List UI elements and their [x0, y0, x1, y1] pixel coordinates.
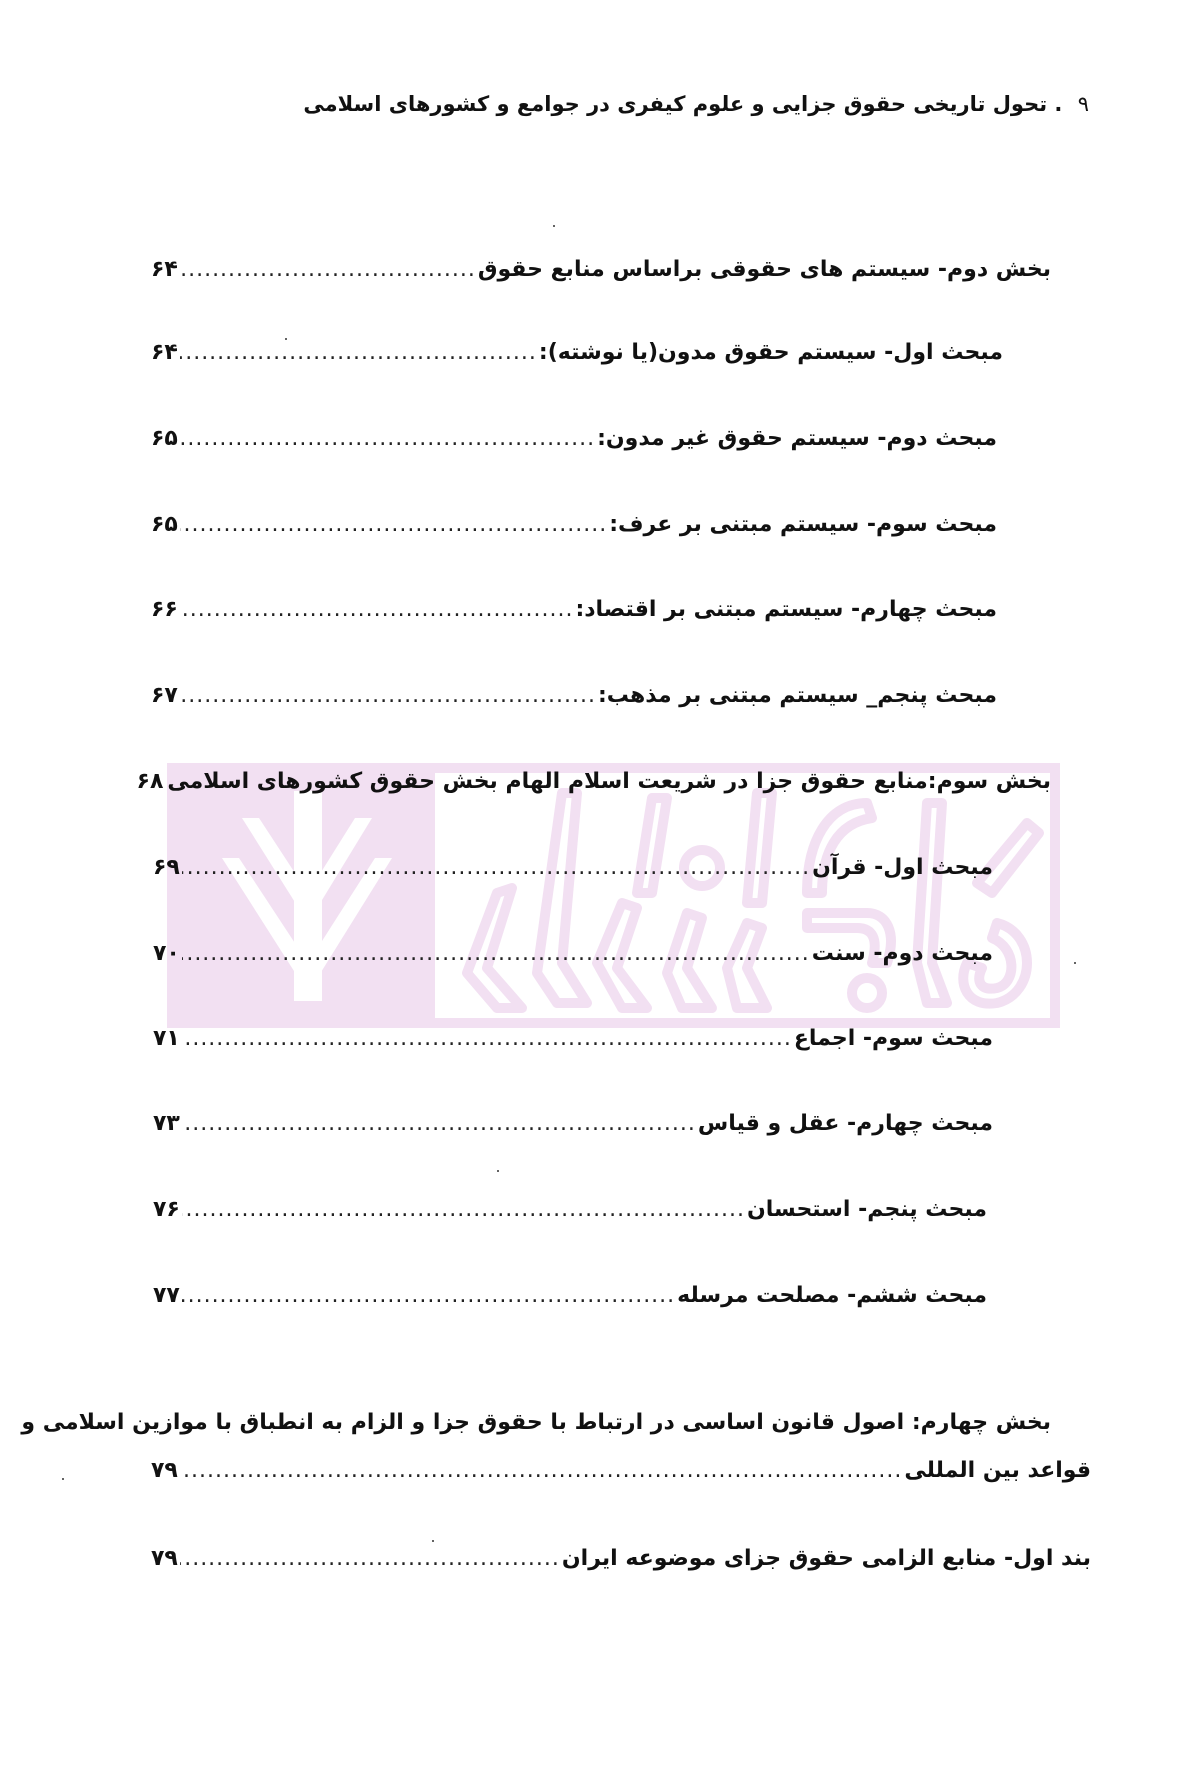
toc-entry-line1[interactable] [21, 1410, 1051, 1435]
header-title: تحول تاریخی حقوق جزایی و علوم کیفری در جوامع و کشورهای اسلامی [303, 92, 1048, 116]
toc-entry[interactable] [151, 512, 997, 537]
header-separator: . [1054, 92, 1063, 116]
toc-entry-title: مبحث اول- سیستم حقوق مدون(یا نوشته): [538, 340, 1003, 365]
dot-leader [180, 1546, 560, 1571]
toc-entry[interactable] [153, 855, 993, 880]
toc-entry-page: ۶۷ [151, 683, 178, 708]
dot-leader [180, 257, 476, 282]
dot-leader [180, 426, 595, 451]
toc-entry[interactable] [151, 1546, 1091, 1571]
toc-entry-page: ۶۸ [136, 769, 164, 794]
dot-leader [182, 855, 810, 880]
toc-entry-title: مبحث سوم- سیستم مبتنی بر عرف: [609, 512, 997, 537]
toc-entry-title: بخش چهارم: اصول قانون اساسی در ارتباط با حقوق جزا و الزام به انطباق با موازین اسلامی و [21, 1410, 1051, 1435]
toc-entry-page: ۶۵ [151, 426, 178, 451]
toc-entry[interactable] [151, 257, 1051, 282]
scan-speck [62, 1478, 64, 1480]
toc-entry-title: مبحث اول- قرآن [812, 855, 993, 880]
toc-entry-title: مبحث دوم- سنت [811, 941, 993, 966]
toc-entry[interactable] [153, 1197, 987, 1222]
dot-leader [182, 1111, 696, 1136]
toc-entry-title: مبحث ششم- مصلحت مرسله [677, 1283, 987, 1308]
dot-leader [182, 1197, 745, 1222]
toc-entry[interactable] [151, 1458, 1091, 1483]
toc-entry-page: ۷۹ [151, 1546, 178, 1571]
toc-entry-title: بند اول- منابع الزامی حقوق جزای موضوعه ایران [561, 1546, 1091, 1571]
toc-entry[interactable] [153, 1026, 993, 1051]
toc-entry[interactable] [153, 1283, 987, 1308]
watermark-logo-icon [167, 763, 1060, 1028]
toc-entry-page: ۷۷ [153, 1283, 180, 1308]
dot-leader [180, 1458, 903, 1483]
toc-entry[interactable] [153, 1111, 993, 1136]
toc-entry-title: قواعد بین المللی [904, 1458, 1091, 1483]
toc-entry-page: ۶۴ [151, 257, 178, 282]
dot-leader [180, 512, 607, 537]
scan-speck [432, 1540, 434, 1542]
dot-leader [180, 597, 574, 622]
toc-entry[interactable] [136, 769, 1051, 794]
toc-entry-title: مبحث دوم- سیستم حقوق غیر مدون: [597, 426, 997, 451]
toc-entry-page: ۷۳ [153, 1111, 180, 1136]
scan-speck [1074, 962, 1076, 964]
toc-entry-title: مبحث سوم- اجماع [793, 1026, 993, 1051]
toc-entry-title: مبحث چهارم- عقل و قیاس [697, 1111, 993, 1136]
toc-entry-page: ۷۶ [153, 1197, 180, 1222]
toc-entry-page: ۶۵ [151, 512, 178, 537]
toc-entry-title: بخش دوم- سیستم های حقوقی براساس منابع حقوق [477, 257, 1051, 282]
toc-entry-page: ۷۰ [153, 941, 180, 966]
scan-speck [553, 225, 555, 227]
toc-entry-title: مبحث پنجم_ سیستم مبتنی بر مذهب: [597, 683, 997, 708]
toc-entry-title: مبحث چهارم- سیستم مبتنی بر اقتصاد: [575, 597, 997, 622]
toc-entry[interactable] [151, 426, 997, 451]
toc-entry[interactable] [153, 941, 993, 966]
dot-leader [180, 340, 537, 365]
toc-entry-title: بخش سوم:منابع حقوق جزا در شریعت اسلام الهام بخش حقوق کشورهای اسلامی [167, 769, 1051, 794]
toc-entry[interactable] [151, 340, 1003, 365]
toc-entry[interactable] [151, 597, 997, 622]
running-header [303, 92, 1089, 116]
toc-entry-page: ۶۴ [151, 340, 178, 365]
toc-entry-page: ۷۱ [153, 1026, 180, 1051]
toc-entry[interactable] [151, 683, 997, 708]
toc-entry-page: ۶۹ [153, 855, 180, 880]
toc-entry-page: ۷۹ [151, 1458, 178, 1483]
header-page-number: ۹ [1077, 92, 1089, 116]
toc-entry-page: ۶۶ [151, 597, 178, 622]
dot-leader [182, 941, 810, 966]
dot-leader [182, 1283, 675, 1308]
toc-entry-title: مبحث پنجم- استحسان [747, 1197, 987, 1222]
dot-leader [182, 1026, 792, 1051]
dot-leader [180, 683, 596, 708]
scan-speck [497, 1170, 499, 1172]
